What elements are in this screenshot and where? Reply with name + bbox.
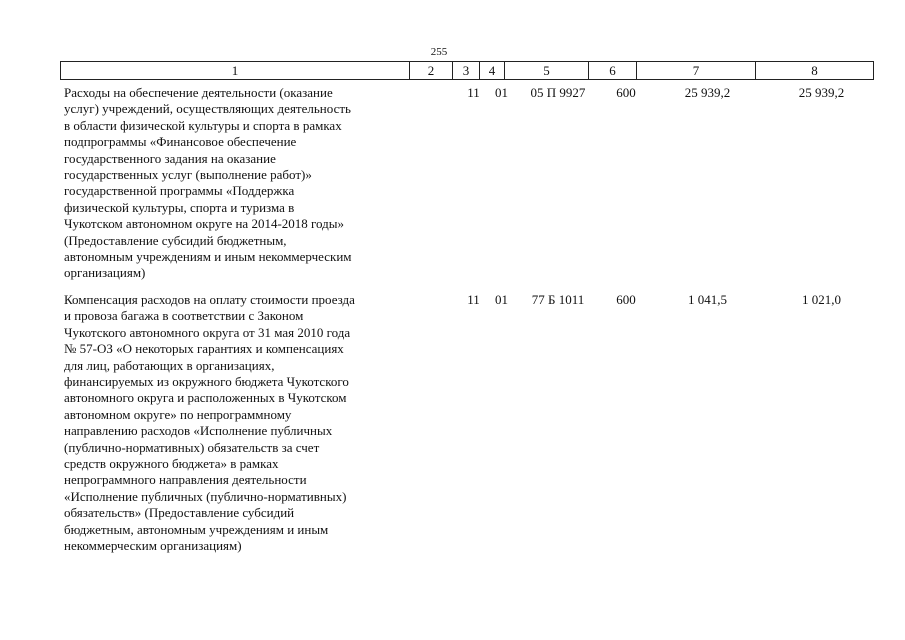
page-number: 255 (430, 46, 448, 58)
table-row (60, 292, 874, 572)
row-col-4: 01 (495, 85, 508, 100)
row-col-6: 600 (616, 292, 636, 307)
row-col-3: 11 (467, 292, 480, 307)
row-col-4: 01 (495, 292, 508, 307)
header-col-3: 3 (453, 62, 480, 79)
row-col-3: 11 (467, 85, 480, 100)
row-col-8: 25 939,2 (798, 85, 845, 100)
header-col-7: 7 (637, 62, 756, 79)
row-col-8: 1 021,0 (802, 292, 841, 307)
row-description: Расходы на обеспечение деятельности (оказание услуг) учреждений, осуществляющих деятельность в области физической культуры и спорта в рамках подпрограммы «Финансовое обеспечение государственного задания на оказание государственных услуг (выполнение работ)» государственной программы «Поддержка физической культуры, спорта и туризма в Чукотском автономном округе на 2014-2018 годы» (Предоставление субсидий бюджетным, автономным учреждениям и иным некоммерческим организациям) (64, 85, 352, 281)
row-col-7: 1 041,5 (688, 292, 727, 307)
header-col-2: 2 (410, 62, 453, 79)
row-col-7: 25 939,2 (684, 85, 731, 100)
header-col-6: 6 (589, 62, 637, 79)
table-row (60, 85, 874, 290)
row-col-6: 600 (616, 85, 636, 100)
row-col-5: 05 П 9927 (530, 85, 586, 100)
header-col-5: 5 (505, 62, 589, 79)
header-col-4: 4 (480, 62, 505, 79)
header-col-1: 1 (61, 62, 410, 79)
row-col-5: 77 Б 1011 (531, 292, 585, 307)
table-header-row (60, 61, 874, 80)
row-description: Компенсация расходов на оплату стоимости проезда и провоза багажа в соответствии с Законом Чукотского автономного округа от 31 мая 2010 года № 57-ОЗ «О некоторых гарантиях и компенсациях для лиц, работающих в организациях, финансируемых из окружного бюджета Чукотского автономного округа и расположенных в Чукотском автономном округе» по непрограммному направлению расходов «Исполнение публичных (публично-нормативных) обязательств за счет средств окружного бюджета» в рамках непрограммного направления деятельности «Исполнение публичных (публично-нормативных) обязательств» (Предоставление субсидий бюджетным, автономным учреждениям и иным некоммерческим организациям) (64, 292, 355, 554)
header-col-8: 8 (811, 63, 818, 78)
